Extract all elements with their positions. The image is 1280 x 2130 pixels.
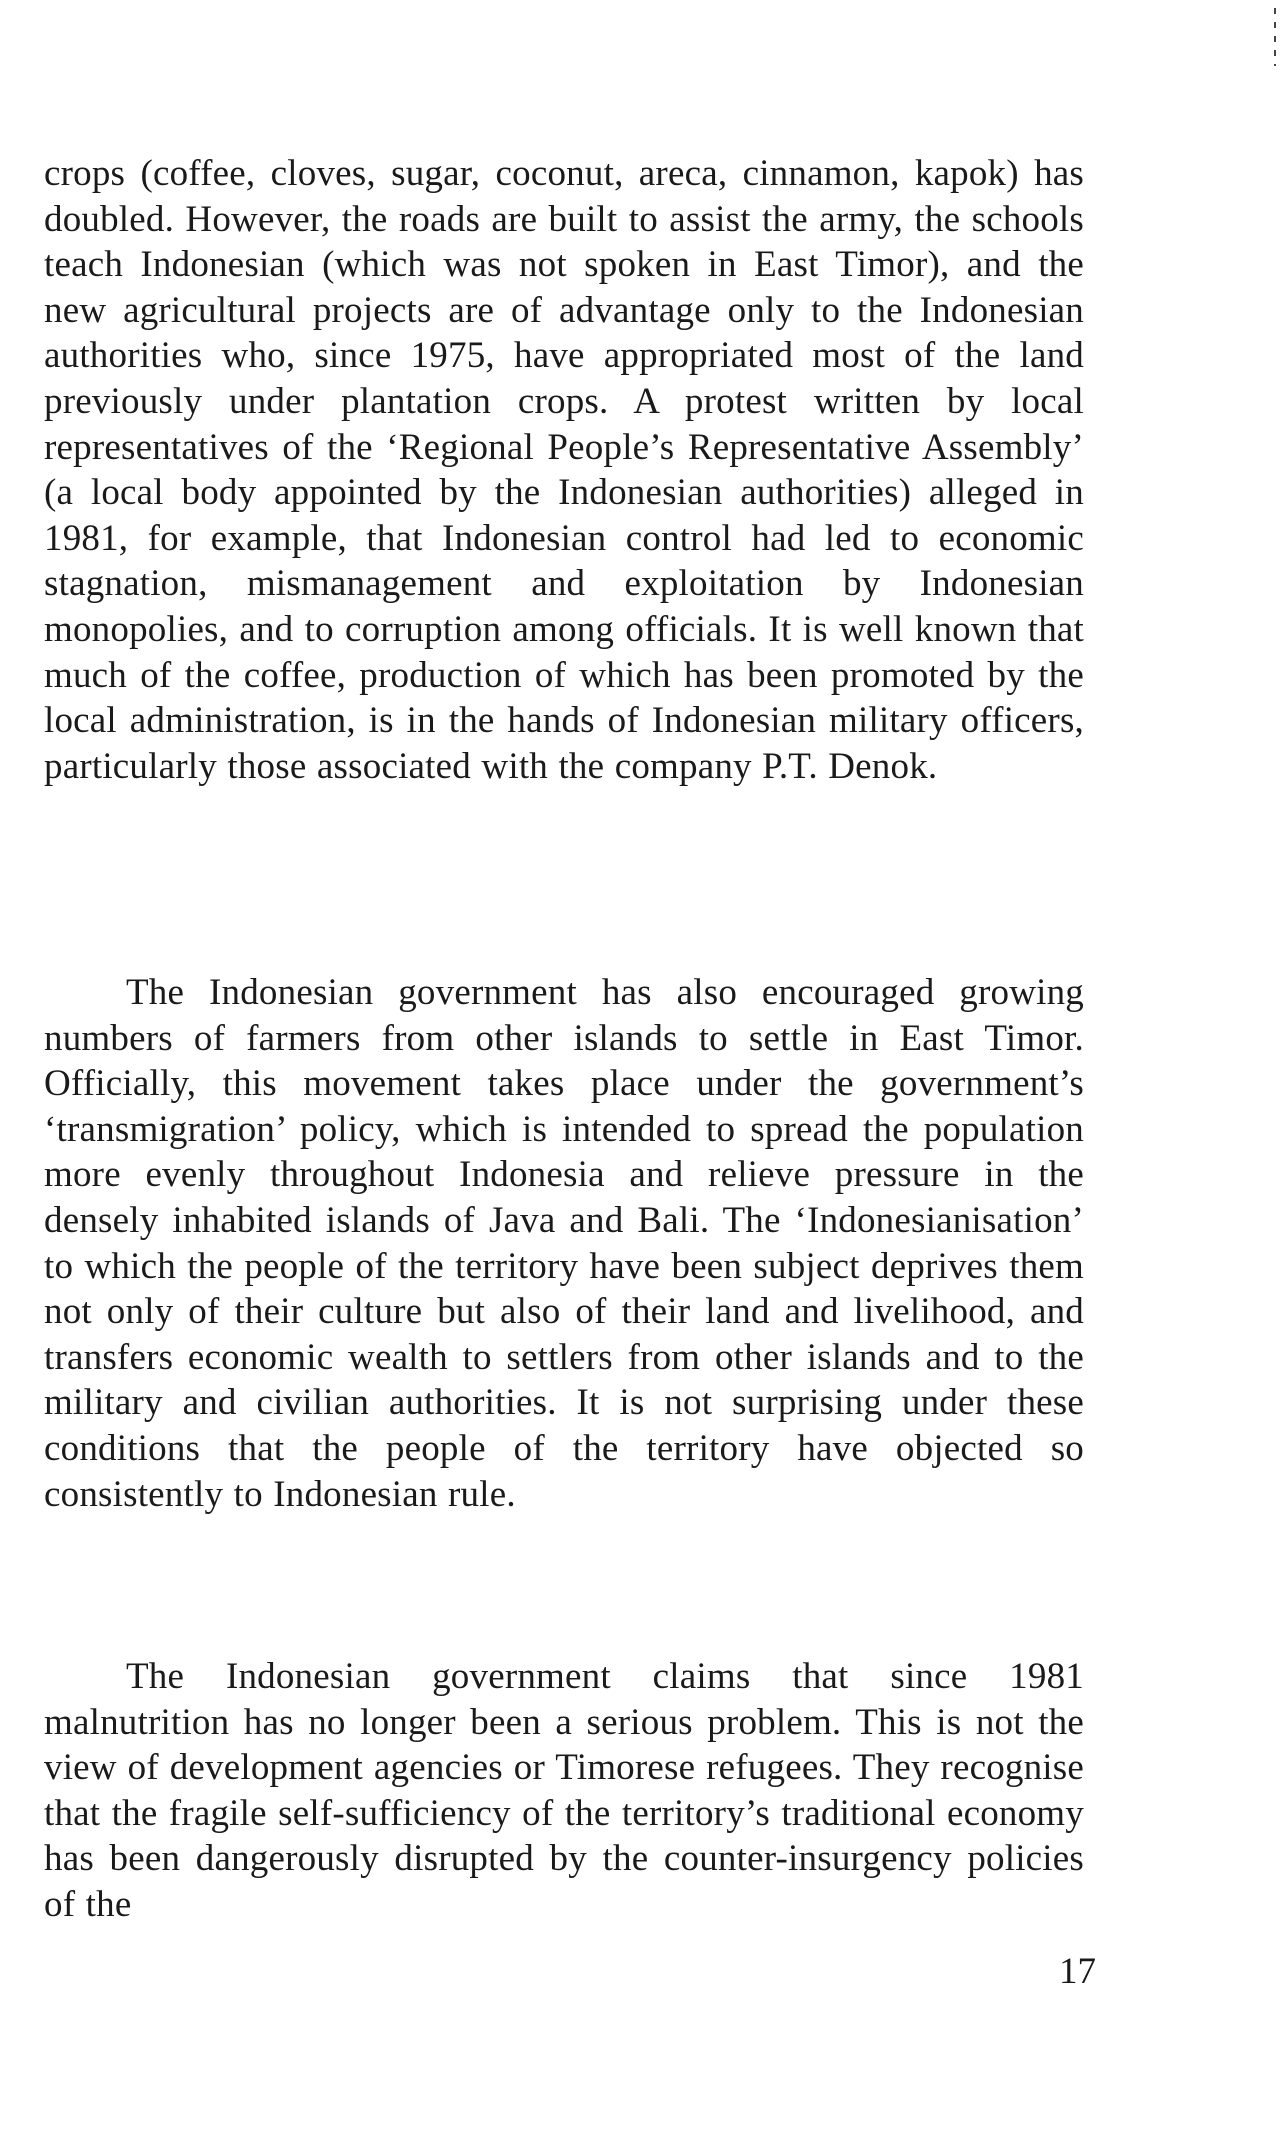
scan-edge-mark — [1274, 8, 1276, 66]
paragraph-1: crops (coffee, cloves, sugar, coconut, areca, cinnamon, kapok) has doubled. However, the roads are built to assist the army, the schools teach Indonesian (which was not spoken in East Timor), and the new agricultural projects are of advantage only to the Indonesian authorities who, since 1975, have appropriated most of the land previously under plantation crops. A protest written by local representatives of the ‘Regional People’s Representative Assembly’ (a local body appointed by the Indonesian authorities) alleged in 1981, for example, that Indonesian control had led to economic stagnation, mismanagement and exploitation by Indonesian monopolies, and to corruption among officials. It is well known that much of the coffee, production of which has been promoted by the local administration, is in the hands of Indonesian military officers, particularly those associated with the company P.T. Denok. — [44, 153, 1084, 787]
paragraph-2: The Indonesian government has also encouraged growing numbers of farmers from other islands to settle in East Timor. Officially, this movement takes place under the government’s ‘transmigration’ policy, which is intended to spread the population more evenly throughout Indonesia and relieve pressure in the densely inhabited islands of Java and Bali. The ‘Indonesianisation’ to which the people of the territory have been subject deprives them not only of their culture but also of their land and livelihood, and transfers economic wealth to settlers from other islands and to the military and civilian authorities. It is not surprising under these conditions that the people of the territory have objected so consistently to Indonesian rule. — [44, 972, 1084, 1515]
paragraph-3: The Indonesian government claims that since 1981 malnutrition has no longer been a serious problem. This is not the view of development agencies or Timorese refugees. They recognise that the fragile self-sufficiency of the territory’s traditional economy has been dangerously disrupted by the counter-insurgency policies of the — [44, 1656, 1084, 1925]
page-number: 17 — [1059, 1951, 1096, 1992]
